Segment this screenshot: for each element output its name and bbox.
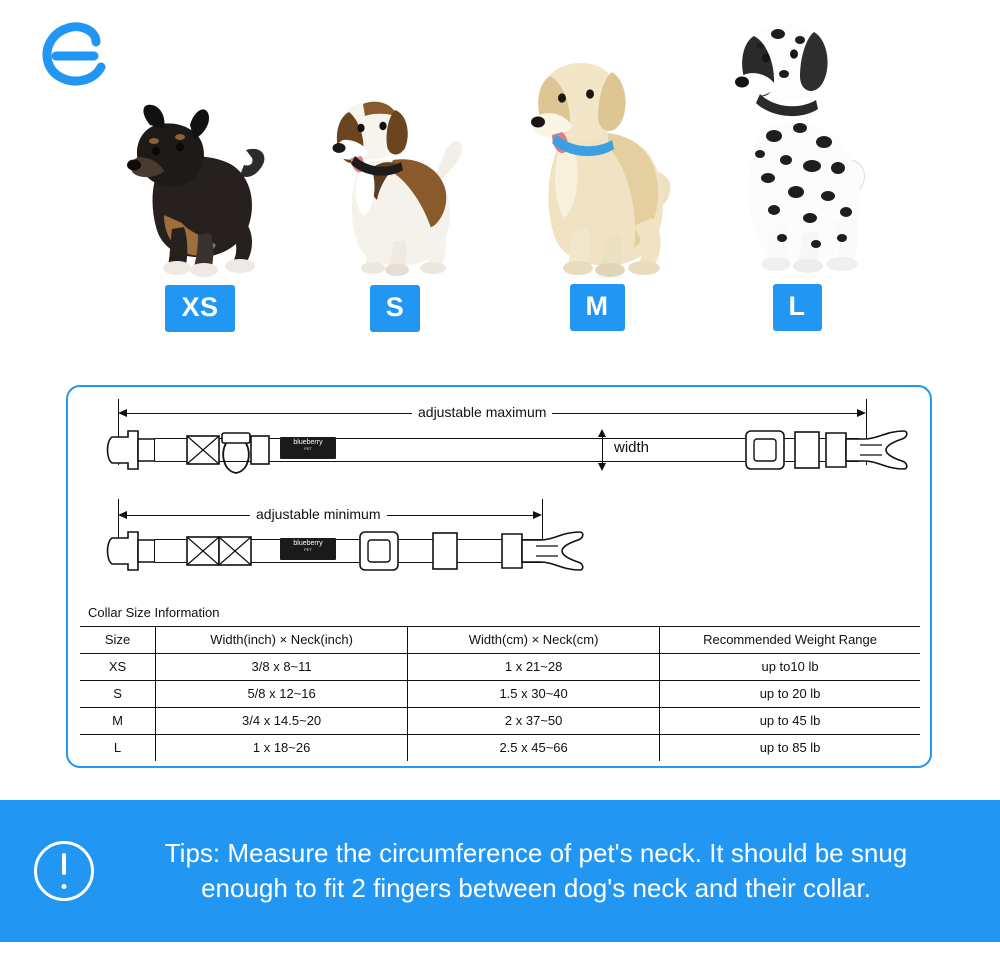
- header-inch: Width(inch) × Neck(inch): [156, 627, 408, 654]
- cell-weight: up to 45 lb: [660, 708, 920, 735]
- cell-inch: 5/8 x 12~16: [156, 681, 408, 708]
- dalmatian-illustration: [712, 0, 882, 284]
- brand-tag-max: [280, 437, 336, 459]
- table-row: [80, 681, 920, 708]
- cell-weight: up to 85 lb: [660, 735, 920, 762]
- brand-tag-subtext-min: PET: [304, 546, 312, 552]
- brand-tag-text-min: blueberry: [293, 540, 323, 547]
- cell-weight: up to 20 lb: [660, 681, 920, 708]
- size-badge-s: S: [370, 285, 421, 332]
- dog-size-cell-xs: [120, 95, 280, 332]
- dog-sizes-row: [0, 0, 1000, 350]
- size-badge-m: M: [570, 284, 625, 331]
- brand-tag-min: [280, 538, 336, 560]
- width-dimension: [596, 427, 716, 473]
- cell-cm: 1 x 21~28: [408, 654, 660, 681]
- table-header-row: [80, 627, 920, 654]
- cell-size: M: [80, 708, 156, 735]
- brand-tag-subtext: PET: [304, 445, 312, 451]
- header-weight: Recommended Weight Range: [660, 627, 920, 654]
- table-row: [80, 654, 920, 681]
- collar-size-table: [80, 601, 920, 761]
- collar-diagram-panel: [66, 385, 932, 768]
- dog-size-cell-l: [712, 0, 882, 331]
- tips-text: [112, 836, 1000, 905]
- header-size: Size: [80, 627, 156, 654]
- beagle-illustration: [315, 60, 475, 285]
- dog-size-cell-m: [512, 22, 682, 331]
- exclamation-circle-icon: [34, 841, 94, 901]
- cell-inch: 1 x 18~26: [156, 735, 408, 762]
- tips-line-2: enough to fit 2 fingers between dog's neck and their collar.: [201, 873, 871, 903]
- adjustable-minimum-label: adjustable minimum: [250, 506, 387, 522]
- tips-line-1: Tips: Measure the circumference of pet's neck. It should be snug: [164, 838, 908, 869]
- cell-inch: 3/8 x 8~11: [156, 654, 408, 681]
- size-badge-xs: XS: [165, 285, 234, 332]
- cell-weight: up to10 lb: [660, 654, 920, 681]
- cell-cm: 1.5 x 30~40: [408, 681, 660, 708]
- puppy-black-tan-illustration: [120, 95, 280, 285]
- tips-banner: [0, 800, 1000, 942]
- cell-cm: 2.5 x 45~66: [408, 735, 660, 762]
- table-row: [80, 735, 920, 762]
- header-cm: Width(cm) × Neck(cm): [408, 627, 660, 654]
- cell-cm: 2 x 37~50: [408, 708, 660, 735]
- brand-tag-text: blueberry: [293, 439, 323, 446]
- cell-inch: 3/4 x 14.5~20: [156, 708, 408, 735]
- table-title: Collar Size Information: [80, 601, 920, 627]
- cell-size: XS: [80, 654, 156, 681]
- dog-size-cell-s: [315, 60, 475, 332]
- cell-size: L: [80, 735, 156, 762]
- adjustable-maximum-label: adjustable maximum: [412, 404, 552, 420]
- golden-retriever-illustration: [512, 22, 682, 284]
- width-label: width: [608, 439, 655, 456]
- table-row: [80, 708, 920, 735]
- cell-size: S: [80, 681, 156, 708]
- size-badge-l: L: [773, 284, 822, 331]
